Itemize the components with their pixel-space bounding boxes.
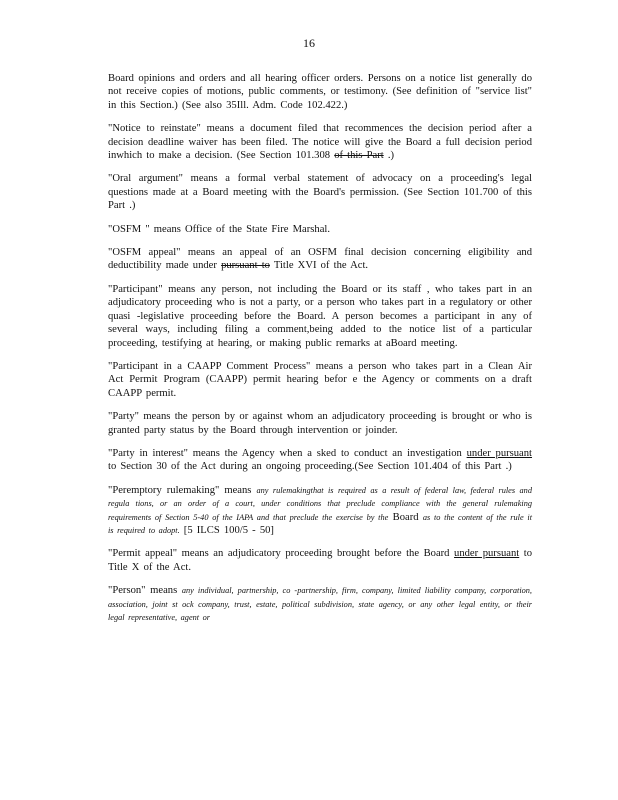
text-segment: "Participant in a CAAPP Comment Process" means a person who takes part in a Clean Air Act Permit Program (CAAPP) permit hearing befor e the Agency or comments on a draft CAAPP permit. bbox=[108, 360, 532, 399]
text-segment: "Participant" means any person, not including the Board or its staff , who takes part in an adjudicatory proceeding who is not a party, or a person who takes part in a regulatory or other quasi -legislative proceeding before the Board. A person becomes a participant in any of several ways, including filing a comment,being added to the notice list of a particular proceeding, testifying at hearing, or making public remarks at aBoard meeting. bbox=[108, 283, 532, 349]
definition-osfm bbox=[108, 223, 532, 236]
struck-text: pursuant to bbox=[221, 260, 270, 272]
definition-party-in-interest bbox=[108, 447, 532, 474]
underlined-text: under pursuant bbox=[466, 447, 533, 459]
page-number: 16 bbox=[303, 36, 315, 50]
text-segment: "Notice to reinstate" means a document filed that recommences the decision period after a decision deadline waiver has been filed. The notice will give the Board a full decision period inwhich to make a decision. (See Section 101.308 bbox=[108, 123, 532, 162]
definition-person bbox=[108, 584, 532, 624]
text-segment: Title XVI of the Act. bbox=[269, 260, 369, 272]
text-segment: "Oral argument" means a formal verbal statement of advocacy on a proceeding's legal questions made at a Board meeting with the Board's permission. (See Section 101.700 of this Part .) bbox=[108, 173, 532, 212]
text-segment: to Title X of the Act. bbox=[108, 548, 533, 573]
document-body bbox=[108, 72, 532, 634]
text-segment: "OSFM " means Office of the State Fire Marshal. bbox=[108, 223, 330, 235]
citation: [5 ILCS 100/5 - 50] bbox=[179, 524, 274, 536]
definition-party bbox=[108, 410, 532, 437]
text-segment: "Permit appeal" means an adjudicatory proceeding brought before the Board bbox=[108, 548, 455, 560]
definition-oral-argument bbox=[108, 172, 532, 212]
text-segment: to Section 30 of the Act during an ongoing proceeding.(See Section 101.404 of this Part .) bbox=[108, 461, 512, 473]
quoted-statute-text: any individual, partnership, co -partnership, firm, company, limited liability company, corporation, association, joint st ock company, trust, estate, political subdivision, state agency, or any other legal entity, or their legal representative, agent or bbox=[108, 586, 532, 622]
quoted-statute-text: any rulemakingthat is required as a result of federal law, federal rules and regula tions, or an order of a court, under conditions that preclude compliance with the general rulemaking requirements of Section 5-40 of the IAPA and that preclude the exercise by the bbox=[108, 485, 532, 522]
text-segment: "OSFM appeal" means an appeal of an OSFM final decision concerning eligibility and deductibility made under bbox=[108, 247, 532, 272]
text-segment: Board bbox=[388, 511, 423, 523]
underlined-text: under pursuant bbox=[454, 548, 520, 560]
struck-text: of this Part bbox=[334, 150, 384, 162]
quoted-statute-text: as to the content of the rule it is required to adopt. bbox=[108, 512, 533, 535]
definition-paragraph bbox=[108, 72, 532, 112]
text-segment: .) bbox=[383, 150, 395, 162]
definition-notice-to-reinstate bbox=[108, 122, 532, 162]
text-segment: "Party in interest" means the Agency when a sked to conduct an investigation bbox=[108, 447, 467, 459]
definition-participant bbox=[108, 283, 532, 350]
definition-peremptory-rulemaking bbox=[108, 484, 532, 538]
text-segment: "Party" means the person by or against whom an adjudicatory proceeding is brought or who is granted party status by the Board through intervention or joinder. bbox=[108, 411, 532, 436]
text-segment: Board opinions and orders and all hearing officer orders. Persons on a notice list generally do not receive copies of motions, public comments, or testimony. (See definition of "service list" in this Section.) (See also 35Ill. Adm. Code 102.422.) bbox=[108, 73, 532, 111]
text-segment: "Person" means bbox=[108, 585, 182, 597]
definition-permit-appeal bbox=[108, 547, 532, 574]
definition-caapp-participant bbox=[108, 360, 532, 400]
definition-osfm-appeal bbox=[108, 246, 532, 273]
text-segment: "Peremptory rulemaking" means bbox=[108, 484, 257, 496]
